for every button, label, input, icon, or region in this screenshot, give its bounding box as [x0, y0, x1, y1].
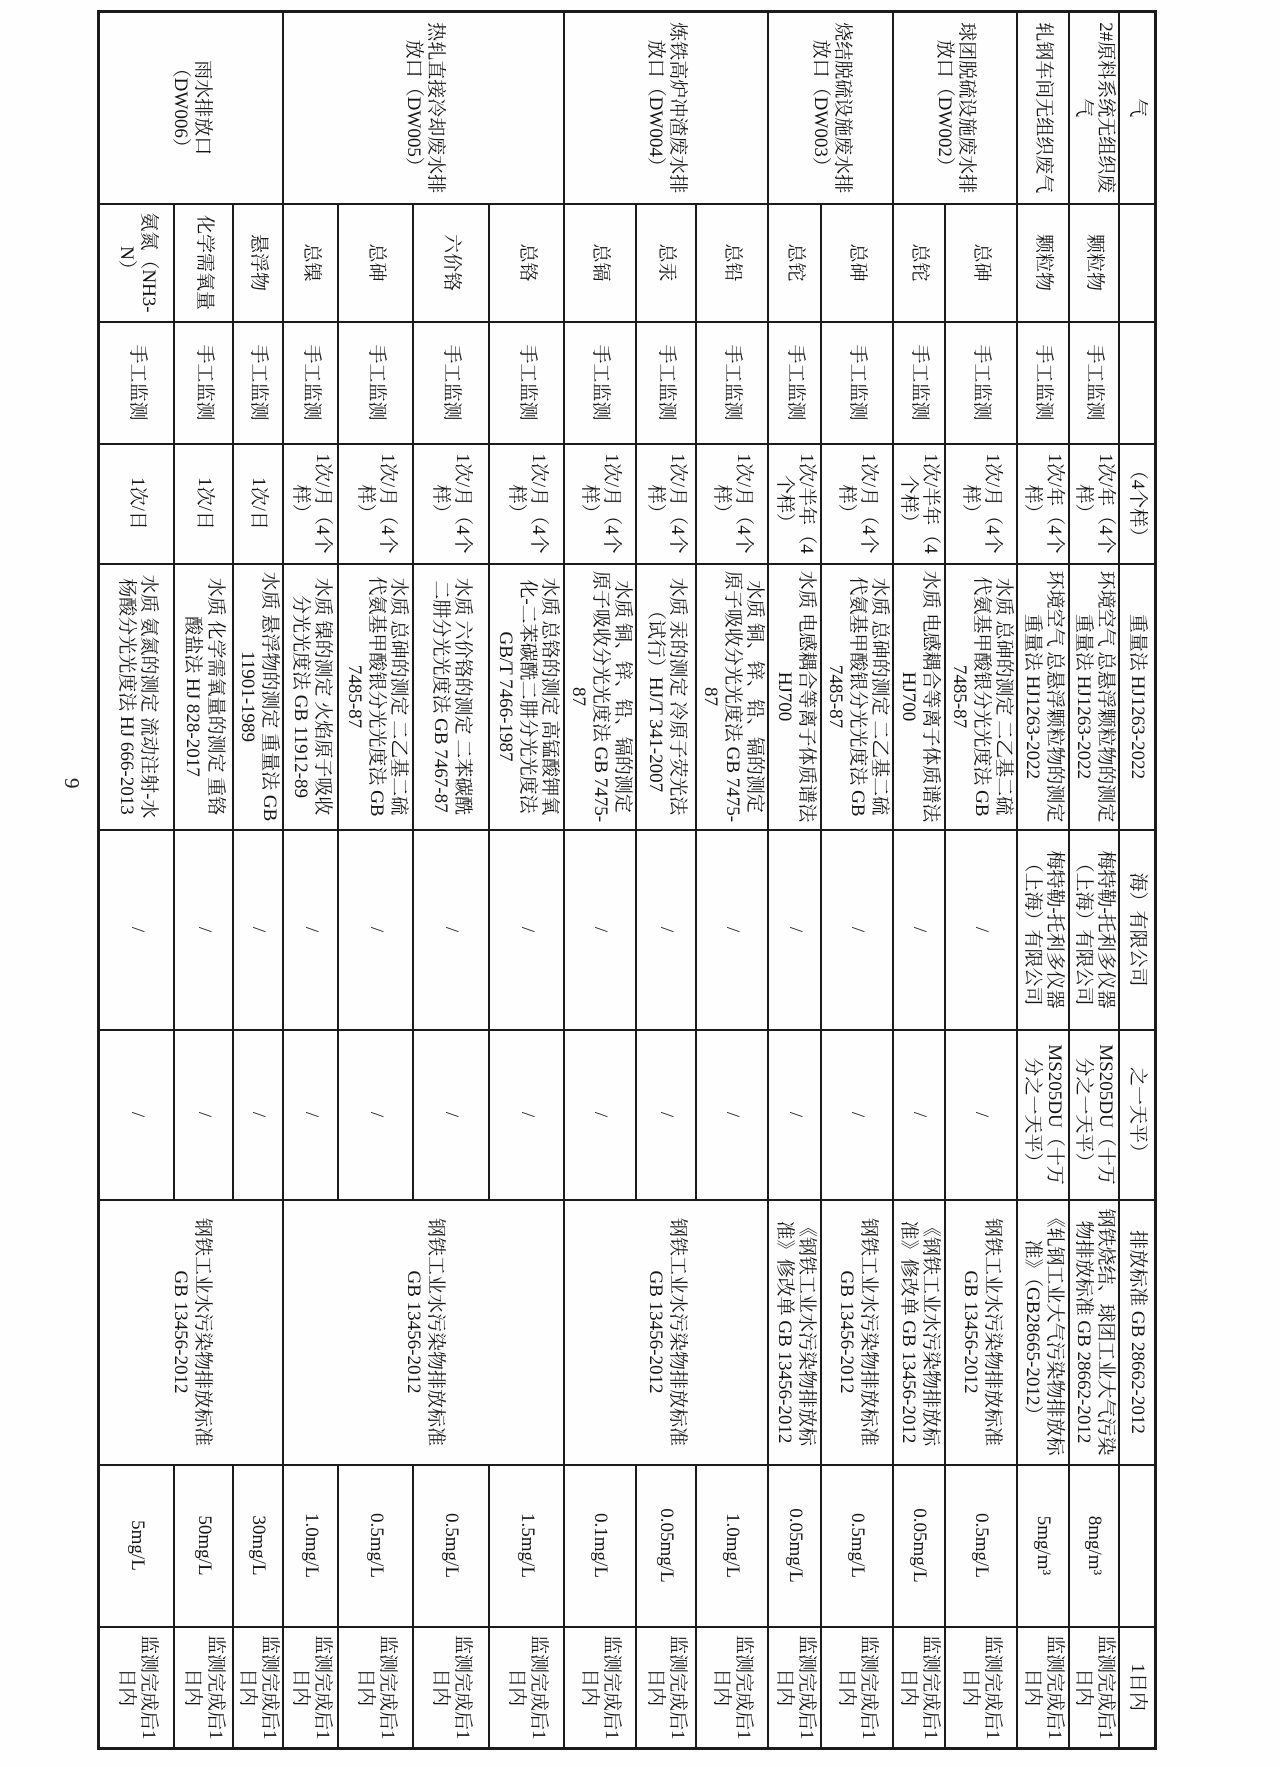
cell-instrument-company: / — [945, 830, 1017, 1030]
cell-frequency: 1次/月（4个样） — [338, 444, 413, 564]
cell-outlet-name: 气 — [1120, 12, 1156, 204]
cell-indicator: 总铊 — [768, 204, 821, 322]
cell-indicator: 颗粒物 — [1069, 204, 1119, 322]
cell-standard: 钢铁工业水污染物排放标准 GB 13456-2012 — [945, 1200, 1017, 1465]
cell-method: 水质 总砷的测定 二乙基二硫代氨基甲酸银分光光度法 GB 7485-87 — [821, 564, 893, 830]
table-row-continuation — [1120, 12, 1156, 1749]
cell-method: 水质 铜、锌、铅、镉的测定 原子吸收分光光度法 GB 7475-87 — [696, 564, 768, 830]
cell-instrument-model: MS205DU（十万分之一天平） — [1017, 1030, 1069, 1200]
cell-instrument-model: / — [696, 1030, 768, 1200]
cell-method: 水质 总砷的测定 二乙基二硫代氨基甲酸银分光光度法 GB 7485-87 — [945, 564, 1017, 830]
cell-instrument-company: / — [233, 830, 283, 1030]
table-row — [174, 12, 233, 1749]
cell-record: 监测完成后1日内 — [413, 1627, 489, 1749]
cell-monitor-mode: 手工监测 — [233, 322, 283, 444]
cell-instrument-company: / — [636, 830, 696, 1030]
cell-monitor-mode: 手工监测 — [338, 322, 413, 444]
cell-monitor-mode: 手工监测 — [1017, 322, 1069, 444]
cell-monitor-mode — [1120, 322, 1156, 444]
cell-instrument-company: / — [821, 830, 893, 1030]
cell-limit: 0.05mg/L — [893, 1465, 945, 1627]
cell-outlet-name: 轧钢车间无组织废气 — [1017, 12, 1069, 204]
cell-standard: 钢铁工业水污染物排放标准 GB 13456-2012 — [564, 1200, 768, 1465]
cell-method: 水质 氨氮的测定 流动注射-水杨酸分光光度法 HJ 666-2013 — [99, 564, 174, 830]
cell-instrument-company: / — [174, 830, 233, 1030]
cell-limit: 5mg/m³ — [1017, 1465, 1069, 1627]
cell-frequency: 1次/年（4个样） — [1017, 444, 1069, 564]
cell-method: 水质 电感耦合等离子体质谱法 HJ700 — [768, 564, 821, 830]
table-row — [821, 12, 893, 1749]
cell-frequency: 1次/月（4个样） — [283, 444, 338, 564]
cell-indicator: 总铊 — [893, 204, 945, 322]
cell-instrument-model: / — [233, 1030, 283, 1200]
cell-method: 水质 铜、锌、铅、镉的测定 原子吸收分光光度法 GB 7475-87 — [564, 564, 636, 830]
table-row — [564, 12, 636, 1749]
cell-monitor-mode: 手工监测 — [768, 322, 821, 444]
cell-instrument-model: / — [99, 1030, 174, 1200]
table-row — [233, 12, 283, 1749]
cell-indicator: 总铬 — [489, 204, 564, 322]
cell-frequency: 1次/月（4个样） — [413, 444, 489, 564]
cell-frequency: 1次/日 — [174, 444, 233, 564]
table-row — [945, 12, 1017, 1749]
cell-record: 监测完成后1日内 — [338, 1627, 413, 1749]
cell-indicator: 氨氮（NH3-N） — [99, 204, 174, 322]
cell-instrument-model: / — [338, 1030, 413, 1200]
cell-instrument-model: / — [821, 1030, 893, 1200]
cell-monitor-mode: 手工监测 — [99, 322, 174, 444]
cell-monitor-mode: 手工监测 — [696, 322, 768, 444]
cell-instrument-company: / — [489, 830, 564, 1030]
cell-monitor-mode: 手工监测 — [636, 322, 696, 444]
cell-method: 水质 镍的测定 火焰原子吸收分光光度法 GB 11912-89 — [283, 564, 338, 830]
cell-record: 监测完成后1日内 — [99, 1627, 174, 1749]
cell-indicator: 悬浮物 — [233, 204, 283, 322]
cell-limit: 5mg/L — [99, 1465, 174, 1627]
table-row — [893, 12, 945, 1749]
cell-limit: 0.1mg/L — [564, 1465, 636, 1627]
cell-record: 监测完成后1日内 — [821, 1627, 893, 1749]
cell-instrument-company: / — [283, 830, 338, 1030]
table-row — [1069, 12, 1119, 1749]
cell-record: 监测完成后1日内 — [489, 1627, 564, 1749]
cell-frequency: 1次/半年（4个样） — [893, 444, 945, 564]
cell-limit: 30mg/L — [233, 1465, 283, 1627]
cell-frequency: 1次/半年（4个样） — [768, 444, 821, 564]
cell-indicator: 总铅 — [696, 204, 768, 322]
cell-frequency: 1次/月（4个样） — [821, 444, 893, 564]
cell-instrument-company: / — [768, 830, 821, 1030]
cell-frequency: 1次/月（4个样） — [636, 444, 696, 564]
cell-instrument-company: / — [413, 830, 489, 1030]
cell-outlet-name: 球团脱硫设施废水排放口（DW002） — [893, 12, 1017, 204]
table-row — [489, 12, 564, 1749]
cell-indicator: 总砷 — [821, 204, 893, 322]
cell-record: 监测完成后1日内 — [233, 1627, 283, 1749]
cell-instrument-company: / — [99, 830, 174, 1030]
cell-standard: 《钢铁工业水污染物排放标准》修改单 GB 13456-2012 — [768, 1200, 821, 1465]
cell-monitor-mode: 手工监测 — [489, 322, 564, 444]
cell-indicator — [1120, 204, 1156, 322]
cell-limit: 0.5mg/L — [413, 1465, 489, 1627]
cell-method: 环境空气 总悬浮颗粒物的测定 重量法 HJ1263-2022 — [1069, 564, 1119, 830]
cell-indicator: 总汞 — [636, 204, 696, 322]
cell-indicator: 总砷 — [338, 204, 413, 322]
cell-method: 重量法 HJ1263-2022 — [1120, 564, 1156, 830]
cell-record: 监测完成后1日内 — [283, 1627, 338, 1749]
cell-method: 水质 六价铬的测定 二苯碳酰二肼分光光度法 GB 7467-87 — [413, 564, 489, 830]
cell-limit: 8mg/m³ — [1069, 1465, 1119, 1627]
cell-frequency: 1次/月（4个样） — [564, 444, 636, 564]
cell-outlet-name: 2#原料系统无组织废气 — [1069, 12, 1119, 204]
cell-indicator: 化学需氧量 — [174, 204, 233, 322]
cell-instrument-model: / — [283, 1030, 338, 1200]
cell-instrument-company: 梅特勒-托利多仪器（上海）有限公司 — [1069, 830, 1119, 1030]
cell-method: 水质 总砷的测定 二乙基二硫代氨基甲酸银分光光度法 GB 7485-87 — [338, 564, 413, 830]
table-row — [696, 12, 768, 1749]
cell-frequency: （4个样） — [1120, 444, 1156, 564]
table-row — [413, 12, 489, 1749]
cell-standard: 钢铁工业水污染物排放标准 GB 13456-2012 — [283, 1200, 564, 1465]
cell-frequency: 1次/月（4个样） — [945, 444, 1017, 564]
cell-monitor-mode: 手工监测 — [283, 322, 338, 444]
cell-standard: 《轧钢工业大气污染物排放标准》（GB28665-2012） — [1017, 1200, 1069, 1465]
table-row — [338, 12, 413, 1749]
cell-record: 监测完成后1日内 — [1069, 1627, 1119, 1749]
cell-standard: 排放标准 GB 28662-2012 — [1120, 1200, 1156, 1465]
cell-limit: 0.05mg/L — [636, 1465, 696, 1627]
cell-instrument-company: / — [564, 830, 636, 1030]
cell-instrument-company: / — [338, 830, 413, 1030]
cell-instrument-company: / — [696, 830, 768, 1030]
cell-outlet-name: 炼铁高炉冲渣废水排放口（DW004） — [564, 12, 768, 204]
cell-standard: 钢铁烧结、球团工业大气污染物排放标准 GB 28662-2012 — [1069, 1200, 1119, 1465]
cell-instrument-model: / — [489, 1030, 564, 1200]
cell-monitor-mode: 手工监测 — [564, 322, 636, 444]
cell-outlet-name: 雨水排放口（DW006） — [99, 12, 283, 204]
cell-method: 水质 悬浮物的测定 重量法 GB 11901-1989 — [233, 564, 283, 830]
cell-limit — [1120, 1465, 1156, 1627]
table-row — [99, 12, 174, 1749]
cell-outlet-name: 热轧直接冷却废水排放口（DW005） — [283, 12, 564, 204]
cell-standard: 钢铁工业水污染物排放标准 GB 13456-2012 — [99, 1200, 283, 1465]
cell-method: 水质 汞的测定 冷原子荧光法（试行）HJ/T 341-2007 — [636, 564, 696, 830]
cell-limit: 0.5mg/L — [945, 1465, 1017, 1627]
cell-method: 环境空气 总悬浮颗粒物的测定 重量法 HJ1263-2022 — [1017, 564, 1069, 830]
cell-method: 水质 化学需氧量的测定 重铬酸盐法 HJ 828-2017 — [174, 564, 233, 830]
cell-instrument-model: MS205DU（十万分之一天平） — [1069, 1030, 1119, 1200]
cell-instrument-company: 海）有限公司 — [1120, 830, 1156, 1030]
cell-indicator: 总镉 — [564, 204, 636, 322]
cell-record: 1日内 — [1120, 1627, 1156, 1749]
cell-instrument-company: / — [893, 830, 945, 1030]
cell-instrument-model: / — [768, 1030, 821, 1200]
cell-instrument-model: / — [413, 1030, 489, 1200]
cell-instrument-model: 之一天平） — [1120, 1030, 1156, 1200]
cell-standard: 《钢铁工业水污染物排放标准》修改单 GB 13456-2012 — [893, 1200, 945, 1465]
cell-limit: 1.0mg/L — [283, 1465, 338, 1627]
cell-limit: 1.5mg/L — [489, 1465, 564, 1627]
cell-record: 监测完成后1日内 — [893, 1627, 945, 1749]
cell-record: 监测完成后1日内 — [945, 1627, 1017, 1749]
cell-record: 监测完成后1日内 — [768, 1627, 821, 1749]
cell-limit: 50mg/L — [174, 1465, 233, 1627]
cell-method: 水质 电感耦合等离子体质谱法 HJ700 — [893, 564, 945, 830]
cell-instrument-model: / — [636, 1030, 696, 1200]
page-number: 9 — [60, 778, 84, 789]
cell-frequency: 1次/年（4个样） — [1069, 444, 1119, 564]
cell-instrument-model: / — [564, 1030, 636, 1200]
cell-outlet-name: 烧结脱硫设施废水排放口（DW003） — [768, 12, 893, 204]
table-row — [636, 12, 696, 1749]
cell-instrument-model: / — [893, 1030, 945, 1200]
cell-monitor-mode: 手工监测 — [174, 322, 233, 444]
cell-record: 监测完成后1日内 — [564, 1627, 636, 1749]
cell-monitor-mode: 手工监测 — [821, 322, 893, 444]
cell-monitor-mode: 手工监测 — [413, 322, 489, 444]
monitoring-plan-table — [98, 10, 1158, 1750]
cell-indicator: 六价铬 — [413, 204, 489, 322]
cell-indicator: 总砷 — [945, 204, 1017, 322]
cell-indicator: 总镍 — [283, 204, 338, 322]
cell-limit: 0.05mg/L — [768, 1465, 821, 1627]
cell-frequency: 1次/月（4个样） — [696, 444, 768, 564]
cell-record: 监测完成后1日内 — [636, 1627, 696, 1749]
cell-instrument-company: 梅特勒-托利多仪器（上海）有限公司 — [1017, 830, 1069, 1030]
cell-instrument-model: / — [174, 1030, 233, 1200]
cell-limit: 0.5mg/L — [338, 1465, 413, 1627]
table-row — [768, 12, 821, 1749]
cell-frequency: 1次/日 — [99, 444, 174, 564]
cell-limit: 0.5mg/L — [821, 1465, 893, 1627]
cell-record: 监测完成后1日内 — [174, 1627, 233, 1749]
cell-standard: 钢铁工业水污染物排放标准 GB 13456-2012 — [821, 1200, 893, 1465]
cell-frequency: 1次/日 — [233, 444, 283, 564]
cell-method: 水质 总铬的测定 高锰酸钾氧化-二苯碳酰二肼分光光度法 GB/T 7466-1987 — [489, 564, 564, 830]
cell-frequency: 1次/月（4个样） — [489, 444, 564, 564]
cell-indicator: 颗粒物 — [1017, 204, 1069, 322]
cell-record: 监测完成后1日内 — [1017, 1627, 1069, 1749]
cell-record: 监测完成后1日内 — [696, 1627, 768, 1749]
cell-monitor-mode: 手工监测 — [945, 322, 1017, 444]
cell-limit: 1.0mg/L — [696, 1465, 768, 1627]
cell-instrument-model: / — [945, 1030, 1017, 1200]
table-row — [283, 12, 338, 1749]
cell-monitor-mode: 手工监测 — [1069, 322, 1119, 444]
table-row — [1017, 12, 1069, 1749]
cell-monitor-mode: 手工监测 — [893, 322, 945, 444]
